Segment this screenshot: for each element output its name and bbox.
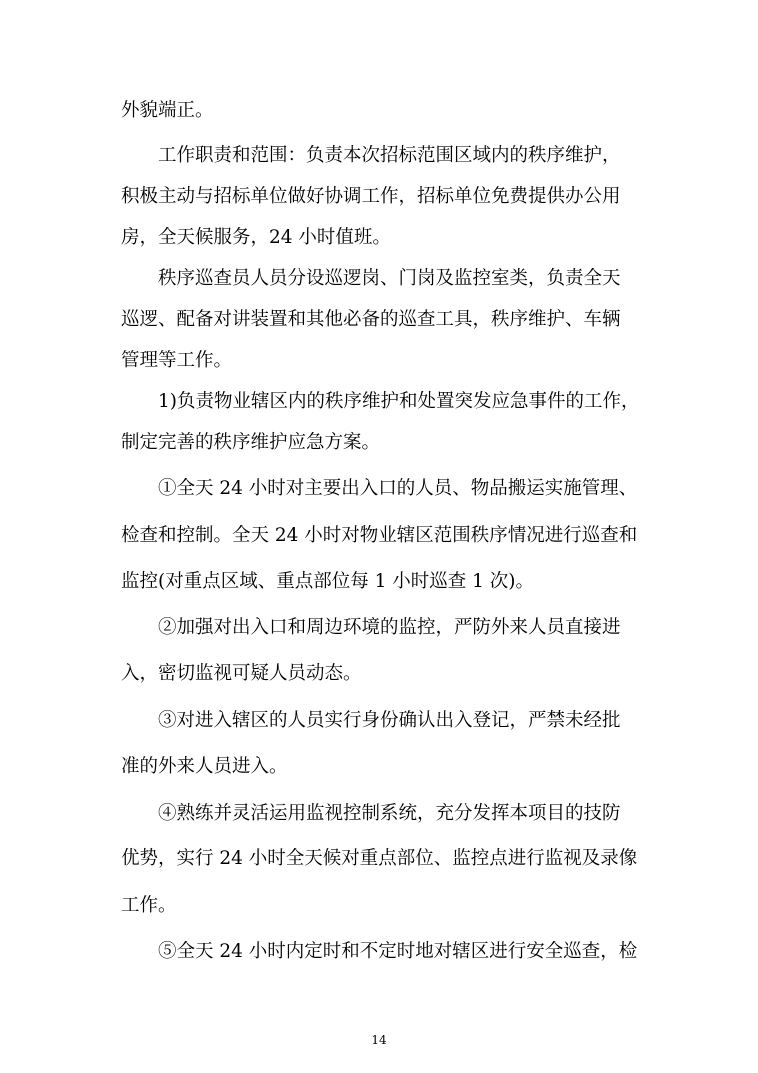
text-line: 管理等工作。 <box>121 350 233 371</box>
text-line: 工作职责和范围：负责本次招标范围区域内的秩序维护， <box>158 145 621 166</box>
text-line: 优势，实行 24 小时全天候对重点部位、监控点进行监视及录像 <box>121 848 638 869</box>
page-number: 14 <box>371 1033 387 1047</box>
text-line: ➀全天 24 小时对主要出入口的人员、物品搬运实施管理、 <box>158 478 638 499</box>
text-line: 监控(对重点区域、重点部位每 1 小时巡查 1 次)。 <box>121 571 534 592</box>
text-line: ➄全天 24 小时内定时和不定时地对辖区进行安全巡查，检 <box>158 941 638 962</box>
text-line: 秩序巡查员人员分设巡逻岗、门岗及监控室类，负责全天 <box>158 268 621 289</box>
text-line: ➃熟练并灵活运用监视控制系统，充分发挥本项目的技防 <box>158 803 621 824</box>
text-line: 入，密切监视可疑人员动态。 <box>121 663 362 684</box>
text-line: ➂对进入辖区的人员实行身份确认出入登记，严禁未经批 <box>158 710 621 731</box>
text-line: 1)负责物业辖区内的秩序维护和处置突发应急事件的工作， <box>158 391 640 412</box>
text-line: 制定完善的秩序维护应急方案。 <box>121 432 381 453</box>
text-line: 房，全天候服务，24 小时值班。 <box>121 227 391 248</box>
text-line: 工作。 <box>121 895 177 916</box>
text-line: 外貌端正。 <box>121 100 214 121</box>
text-line: 积极主动与招标单位做好协调工作，招标单位免费提供办公用 <box>121 186 621 207</box>
text-line: ➁加强对出入口和周边环境的监控，严防外来人员直接进 <box>158 617 621 638</box>
text-line: 巡逻、配备对讲装置和其他必备的巡查工具，秩序维护、车辆 <box>121 309 621 330</box>
text-line: 准的外来人员进入。 <box>121 756 288 777</box>
text-line: 检查和控制。全天 24 小时对物业辖区范围秩序情况进行巡查和 <box>121 525 638 546</box>
